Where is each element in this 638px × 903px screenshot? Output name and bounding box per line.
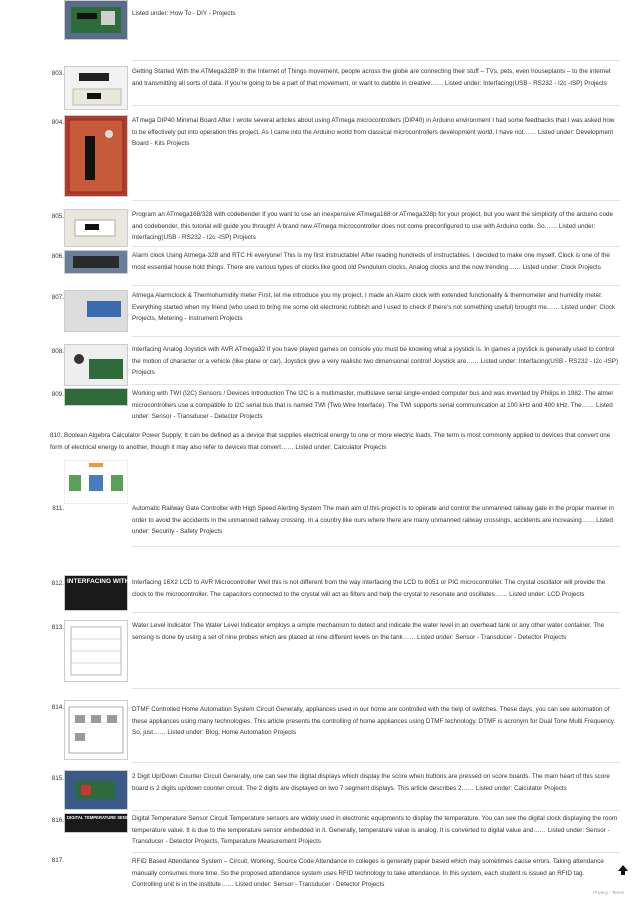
entry-text: Working with TWI (I2C) Sensors / Devices Introduction The I2C is a multimaster, multislave serial single-ended computer bus and was invented by Philips in 1982. The atmel microcontrollers use a compatible to I2C serial bus that is named TWI (Two Wire Interface). The TWI supports serial communication at 100 kHz and 400 kHz. The…… Listed under: Sensor - Transducer - Detector Projects: [132, 390, 613, 421]
entry-number: 812.: [51, 580, 64, 587]
entry-text: Atmega Alarmclock & Thermohumidity meter First, let me introduce you my project. I made an Alarm clock with extended functionality & thermometer and humidity meter. Everything started when my friend (who used to bring me some old electronic rubbish and I used to check if there's not something useful) brought me…… Listed under: Clock Projects, Metering - Instrument Projects: [132, 292, 616, 323]
thumbnail-802[interactable]: [64, 0, 128, 40]
separator: [132, 546, 620, 547]
entry-number: 817.: [51, 857, 64, 864]
thumbnail-803[interactable]: [64, 66, 128, 110]
circuit-diagram-image: [65, 621, 127, 681]
separator: [132, 246, 620, 247]
separator: [132, 285, 620, 286]
thumbnail-805[interactable]: [64, 209, 128, 247]
entry-number: 809.: [51, 391, 64, 398]
thumbnail-807[interactable]: [64, 290, 128, 332]
thumbnail-812[interactable]: [64, 575, 128, 611]
entry-number: 816.: [51, 817, 64, 824]
entry-number: 814.: [51, 704, 64, 711]
alarm-clock-image: [65, 251, 127, 273]
entry-text: Getting Started With the ATMega328P In the Internet of Things movement, people across the globe are connecting their stuff – TVs, pets, even houseplants – to the internet and transmitting all sorts of data. If you’re going to be a part of that movement, or want to dabble in creative…… Listed under: Interfacing(USB - RS232 - I2c -ISP) Projects: [132, 68, 611, 87]
entry-text: RFID Based Attendance System – Circuit, Working, Source Code Attendance in colleges is generally paper based which may sometimes cause errors. Taking attendance manually consumes more time. So the proposed attendance system uses RFID technology to take attendance. In this system, each student is issued an RFID tag. Controlling unit is in the institute…… Listed under: Sensor - Transducer - Detector Projects: [132, 858, 604, 889]
separator: [132, 612, 620, 613]
board-image: [65, 1, 127, 39]
entry-text: Program an ATmega168/328 with codebender If you want to use an inexpensive ATmega168 or ATmega328p for your project, but you want the simplicity of the arduino code and codebender, this tutorial will guide you through! A brand new ATmega microcontroller does not come preconfigured to use with Arduino code. So…… Listed under: Interfacing(USB - RS232 - I2c -ISP) Projects: [132, 211, 613, 242]
entry-text: Water Level Indicator The Water Level Indicator employs a simple mechanism to detect and indicate the water level in an overhead tank or any other water container. The sensing is done by using a set of nine probes which are placed at nine different levels on the tank…… Listed under: Sensor - Transducer - Detector Projects: [132, 622, 605, 641]
entry-text: Interfacing Analog Joystick with AVR ATmega32 If you have played games on console you must be knowing what a joystick is. In games a joystick is generally used to control the motion of character or a vehicle (like plane or car). Joystick give a very realistic two dimensional control! Joystick are…… Listed under: Interfacing(USB - RS232 - I2c -ISP) Projects: [132, 346, 619, 377]
thumbnail-816[interactable]: [64, 813, 135, 833]
i2c-board-image: [65, 389, 127, 405]
separator: [132, 336, 620, 337]
separator: [132, 852, 620, 853]
separator: [132, 384, 620, 385]
entry-number: 815.: [51, 775, 64, 782]
separator: [132, 810, 620, 811]
scroll-to-top-icon[interactable]: [618, 865, 628, 875]
entry-text-810: 810. Boolean Algebra Calculator Power Supply: It can be defined as a device that supplies electrical energy to one or more electric loads. The term is most commonly applied to devices that convert one form of electrical energy to another, though it may also refer to devices that convert…… Listed under: Calculator Projects: [50, 432, 611, 451]
entry-text: DTMF Controlled Home Automation System Circuit Generally, appliances used in our home are controlled with the help of switches. These days, you can see automation of these appliances using many technologies. This article presents the controlling of home appliances using DTMF technology. DTMF is acronym for Dual Tone Multi Frequency. So, just…… Listed under: Blog, Home Automation Projects: [132, 706, 616, 737]
thumbnail-814[interactable]: [64, 700, 128, 760]
entry-number: 804.: [51, 119, 64, 126]
breadboard-image: [65, 67, 127, 109]
entry-number: 813.: [51, 624, 64, 631]
thumbnail-815[interactable]: [64, 770, 128, 810]
entry-number: 811.: [52, 505, 64, 512]
pcb-image: [65, 116, 127, 196]
thumbnail-806[interactable]: [64, 250, 128, 274]
block-diagram-image: [65, 461, 127, 503]
entry-text: Automatic Railway Gate Controller with High Speed Alerting System The main aim of this project is to operate and control the unmanned railway gate in the proper manner in order to avoid the accidents in the unmanned railway crossing. In a country like ours where there are many unmanned railway crossings, accidents are increasing…… Listed under: Security - Safety Projects: [132, 505, 614, 536]
separator: [132, 688, 620, 689]
entry-text: Interfacing 16X2 LCD to AVR Microcontroller Well this is not different from the way interfacing the LCD to 8051 or PIC microcontroller. The crystal oscillator will provide the clock to the microcontroller. The capacitors connected to the crystal will act as filters and help the crystal to resonate and oscillates…… Listed under: LCD Projects: [132, 579, 606, 598]
entry-text: Alarm clock Using Atmega-328 and RTC Hi everyone! This is my first instructable! After reading hundreds of instructables, I decided to make one myself. Clock is one of the most essential house hold things. There are various types of clocks like good old Pendulum clocks, Analog clocks and the now trending…… Listed under: Clock Projects: [132, 252, 610, 271]
entry-text: Digital Temperature Sensor Circuit Temperature sensors are widely used in electronic equipments to display the temperature. You can see the digital clock displaying the room temperature value. It is due to the temperature sensor embedded in it. Generally, temperature value is analog. It is converted to digital value and…… Listed under: Sensor - Transducer - Detector Projects, Temperature Measurement Projects: [132, 815, 618, 846]
lcd-thumb-label: INTERFACING WITH: [67, 578, 130, 585]
dtmf-circuit-image: [65, 701, 127, 759]
entry-text: 2 Digit Up/Down Counter Circuit Generally, one can see the digital displays which display the score when buttons are pressed on score boards. The main heart of this score board is 2 digits up/down counter circuit. The 2 digits are displayed on two 7 segment displays. This article describes 2…… Listed under: Calculator Projects: [132, 773, 610, 792]
entry-number: 808.: [51, 348, 64, 355]
temp-thumb-label: DIGITAL TEMPERATURE SENSOR: [67, 815, 135, 820]
thermometer-clock-image: [65, 291, 127, 331]
entry-text: ATmega DIP40 Minimal Board After I wrote several articles about using ATmega microcontrollers (DIP40) in Arduino environment I had some feedbacks that I was asked how to be effectively put into operation this project. As I came into the Arduino world from classical microcontrollers development world, I have not…… Listed under: Development Board - Kits Projects: [132, 117, 615, 148]
counter-board-image: [65, 771, 127, 809]
thumbnail-813[interactable]: [64, 620, 128, 682]
joystick-image: [65, 345, 127, 385]
entry-number: 803.: [51, 70, 64, 77]
thumbnail-809[interactable]: [64, 388, 128, 406]
separator: [132, 105, 620, 106]
entry-number: 806.: [51, 253, 64, 260]
footer-links[interactable]: Privacy - Terms: [593, 890, 624, 895]
breadboard-image: [65, 210, 127, 246]
separator: [132, 200, 620, 201]
separator: [132, 60, 620, 61]
thumbnail-808[interactable]: [64, 344, 128, 386]
separator: [132, 762, 620, 763]
entry-number: 805.: [51, 213, 64, 220]
entry-number: 810.: [50, 432, 63, 439]
thumbnail-804[interactable]: [64, 115, 128, 197]
intro-listed: Listed under: How To - DIY - Projects: [132, 10, 236, 17]
thumbnail-811[interactable]: [64, 460, 128, 504]
entry-number: 807.: [51, 294, 64, 301]
